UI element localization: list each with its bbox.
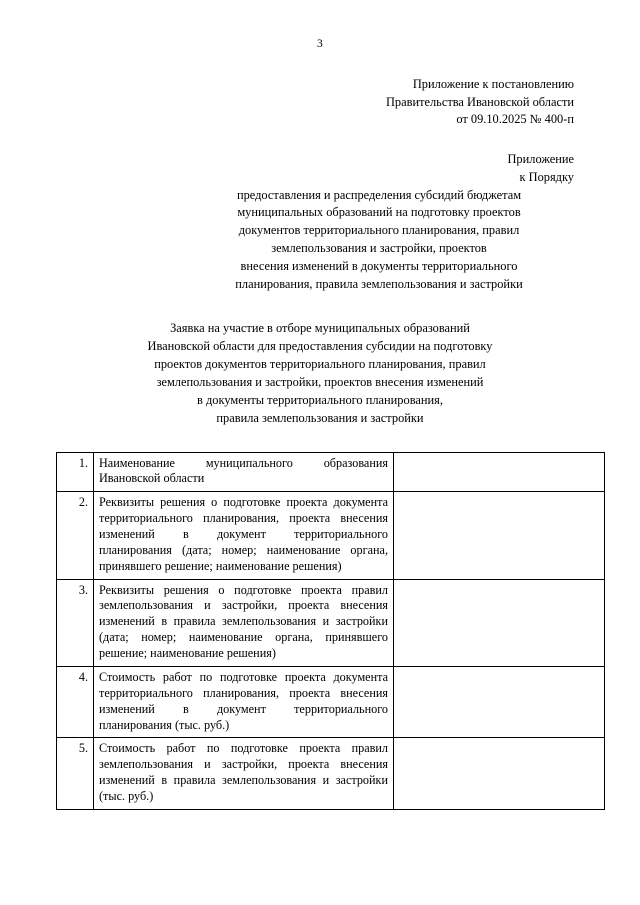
document-title	[56, 320, 584, 428]
annex-body-line-3: документов территориального планирования, правил	[238, 223, 520, 238]
row-value-field[interactable]	[394, 666, 605, 737]
title-line-3: проектов документов территориального планирования, правил	[154, 356, 486, 371]
title-line-5: в документы территориального планирования,	[197, 392, 443, 407]
annex-reference-block	[184, 151, 574, 294]
row-value-field[interactable]	[394, 738, 605, 809]
table-row	[57, 666, 605, 737]
row-value-field[interactable]	[394, 452, 605, 492]
row-number: 5.	[57, 738, 94, 809]
annex-body-line-6: планирования, правила землепользования и застройки	[235, 276, 523, 291]
table-row	[57, 492, 605, 579]
row-label: Стоимость работ по подготовке проекта документа территориального планирования, проекта внесения изменений в документ территориального планирования (тыс. руб.)	[94, 666, 394, 737]
table-row	[57, 738, 605, 809]
row-number: 3.	[57, 579, 94, 666]
table-row	[57, 579, 605, 666]
row-number: 1.	[57, 452, 94, 492]
row-value-field[interactable]	[394, 492, 605, 579]
title-line-4: землепользования и застройки, проектов внесения изменений	[156, 374, 484, 389]
row-label: Стоимость работ по подготовке проекта правил землепользования и застройки, проекта внесения изменений в правила землепользования и застройки (тыс. руб.)	[94, 738, 394, 809]
page-number: 3	[317, 38, 323, 50]
row-label: Реквизиты решения о подготовке проекта документа территориального планирования, проекта внесения изменений в документ территориального планирования (дата; номер; наименование органа, принявшего решение; наименование решения)	[94, 492, 394, 579]
row-value-field[interactable]	[394, 579, 605, 666]
title-line-2: Ивановской области для предоставления субсидии на подготовку	[147, 338, 493, 353]
row-number: 4.	[57, 666, 94, 737]
annex-order-label: к Порядку	[519, 169, 574, 184]
annex-body-line-4: землепользования и застройки, проектов	[271, 241, 487, 256]
title-line-6: правила землепользования и застройки	[216, 410, 424, 425]
annex-body-line-5: внесения изменений в документы территориального	[240, 258, 518, 273]
header-line-3: от 09.10.2025 № 400-п	[456, 112, 574, 127]
annex-label: Приложение	[507, 151, 574, 166]
row-label: Реквизиты решения о подготовке проекта правил землепользования и застройки, проекта внесения изменений в правила землепользования и застройки (дата; номер; наименование органа, принявшего решение; наименование решения)	[94, 579, 394, 666]
annex-body-line-2: муниципальных образований на подготовку проектов	[237, 205, 521, 220]
table-row	[57, 452, 605, 492]
row-label: Наименование муниципального образования Ивановской области	[94, 452, 394, 492]
header-line-2: Правительства Ивановской области	[385, 94, 574, 109]
header-right-block	[324, 76, 574, 129]
title-line-1: Заявка на участие в отборе муниципальных образований	[170, 320, 470, 335]
header-line-1: Приложение к постановлению	[412, 77, 574, 91]
application-form-table	[56, 452, 605, 810]
annex-body-line-1: предоставления и распределения субсидий бюджетам	[236, 187, 522, 202]
row-number: 2.	[57, 492, 94, 579]
